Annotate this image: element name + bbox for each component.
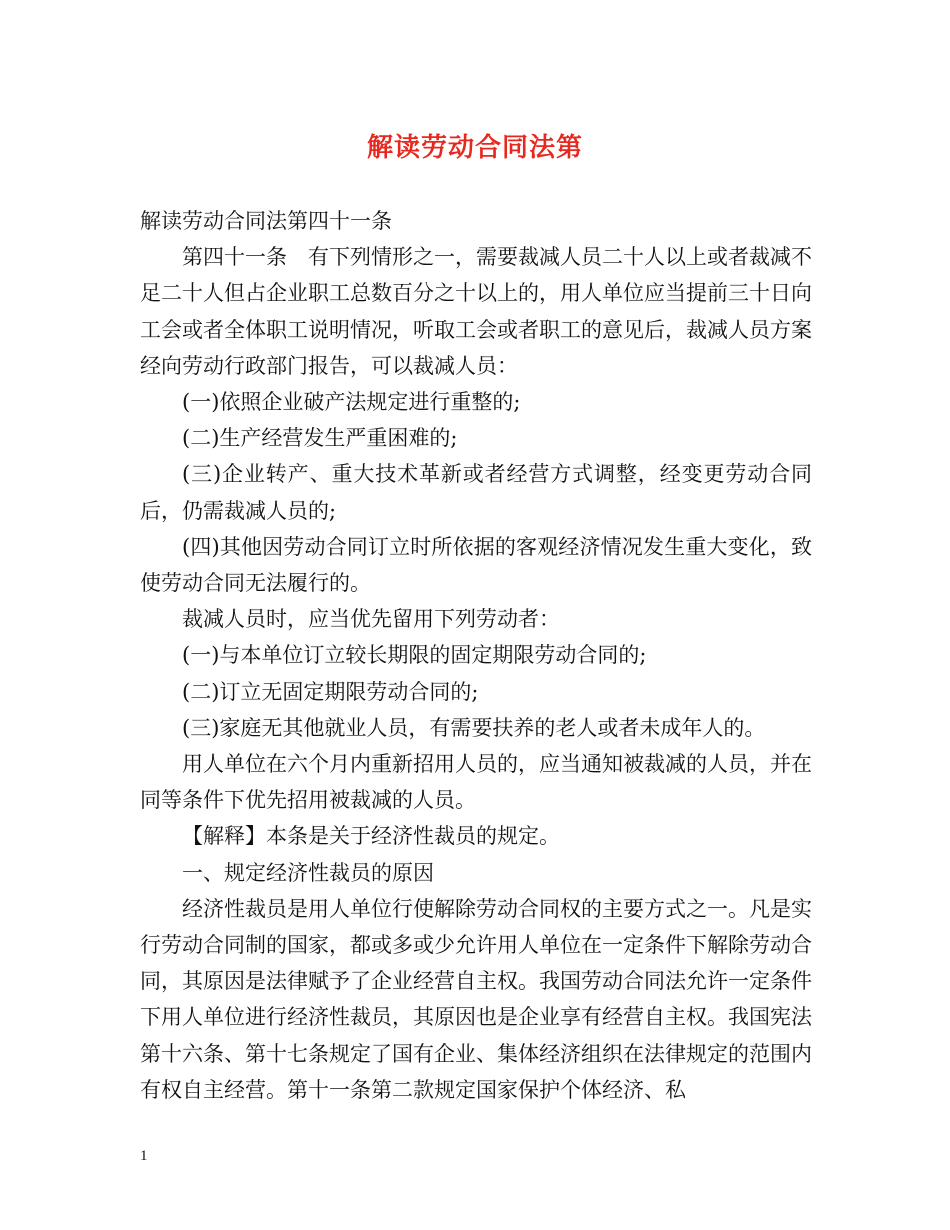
list-item: (二)生产经营发生严重困难的; [182,426,458,451]
paragraph: 【解释】本条是关于经济性裁员的规定。 [182,824,560,849]
list-item: (四)其他因劳动合同订立时所依据的客观经济情况发生重大变化，致使劳动合同无法履行的。 [140,534,812,596]
list-item: (三)企业转产、重大技术革新或者经营方式调整，经变更劳动合同后，仍需裁减人员的; [140,462,812,523]
paragraph: 第四十一条 有下列情形之一，需要裁减人员二十人以上或者裁减不足二十人但占企业职工总数百分之十以上的，用人单位应当提前三十日向工会或者全体职工说明情况，听取工会或者职工的意见后，裁减人员方案经向劳动行政部门报告，可以裁减人员： [140,245,812,378]
paragraph: 用人单位在六个月内重新招用人员的，应当通知被裁减的人员，并在同等条件下优先招用被裁减的人员。 [140,752,812,813]
paragraph: 经济性裁员是用人单位行使解除劳动合同权的主要方式之一。凡是实行劳动合同制的国家，都或多或少允许用人单位在一定条件下解除劳动合同，其原因是法律赋予了企业经营自主权。我国劳动合同法允许一定条件下用人单位进行经济性裁员，其原因也是企业享有经营自主权。我国宪法第十六条、第十七条规定了国有企业、集体经济组织在法律规定的范围内有权自主经营。第十一条第二款规定国家保护个体经济、私 [140,896,812,1102]
document-body [140,203,812,1108]
section-heading: 一、规定经济性裁员的原因 [182,860,434,885]
document-title: 解读劳动合同法第 [366,133,583,163]
list-item: (三)家庭无其他就业人员，有需要扶养的老人或者未成年人的。 [182,715,766,740]
list-item: (一)与本单位订立较长期限的固定期限劳动合同的; [182,643,647,668]
paragraph-heading: 解读劳动合同法第四十一条 [140,209,392,233]
paragraph: 裁减人员时，应当优先留用下列劳动者： [182,607,560,632]
list-item: (二)订立无固定期限劳动合同的; [182,679,479,704]
list-item: (一)依照企业破产法规定进行重整的; [182,390,521,415]
page-number: 1 [140,1148,148,1164]
